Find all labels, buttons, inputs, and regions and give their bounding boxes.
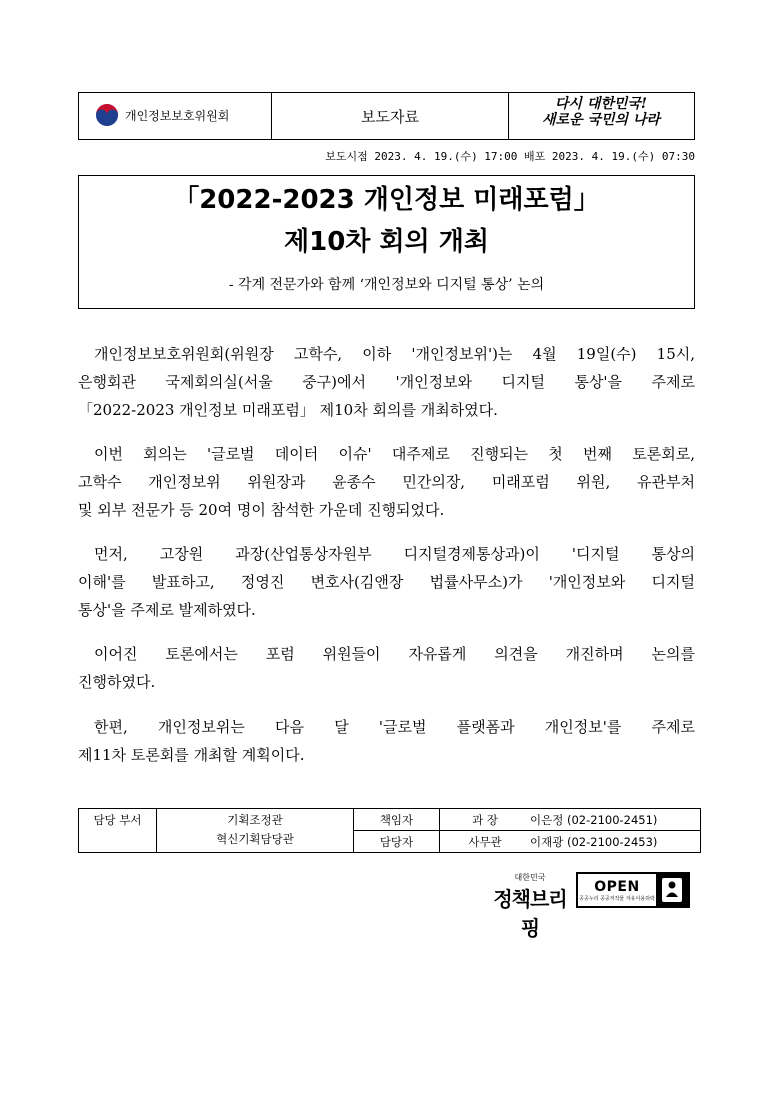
header-divider	[508, 92, 509, 140]
slogan-line: 다시 대한민국!	[554, 96, 648, 112]
briefing-top-text: 대한민국	[514, 873, 546, 882]
paragraph-line: 및 외부 전문가 등 20여 명이 참석한 가운데 진행되었다.	[78, 501, 445, 519]
contact-table	[78, 808, 701, 853]
dept-name: 기획조정관	[227, 813, 283, 827]
paragraph-line: 은행회관 국제회의실(서울 중구)에서 '개인정보와 디지털 통상'을 주제로	[78, 373, 695, 391]
page-title-line2: 제10차 회의 개최	[284, 227, 489, 257]
paragraph-line: 제11차 토론회를 개최할 계획이다.	[78, 746, 305, 764]
paragraph-line: 개인정보보호위원회(위원장 고학수, 이하 '개인정보위')는 4월 19일(수) 15시,	[94, 345, 695, 363]
paragraph-line: 「2022-2023 개인정보 미래포럼」 제10차 회의를 개최하였다.	[78, 401, 498, 419]
page-title: 「2022-2023 개인정보 미래포럼」	[173, 185, 600, 215]
contact-person: 이은정 (02-2100-2451)	[530, 812, 658, 827]
open-word: OPEN	[594, 878, 640, 895]
dept-subname: 혁신기획담당관	[216, 832, 294, 846]
release-info: 보도시점 2023. 4. 19.(수) 17:00 배포 2023. 4. 19.(수) 07:30	[325, 150, 695, 163]
paragraph-line: 통상'을 주제로 발제하였다.	[78, 601, 256, 619]
contact-person: 이재광 (02-2100-2453)	[530, 834, 658, 849]
paragraph-line: 진행하였다.	[78, 673, 156, 691]
org-logo	[95, 101, 265, 129]
page-subtitle: - 각계 전문가와 함께 ‘개인정보와 디지털 통상’ 논의	[228, 277, 545, 293]
document-type-label: 보도자료	[361, 107, 419, 126]
taegeuk-icon	[95, 103, 119, 127]
policy-briefing-logo	[490, 872, 570, 940]
slogan-line: 새로운 국민의 나라	[542, 112, 660, 128]
attribution-icon	[661, 877, 683, 903]
kogl-open-badge	[576, 872, 690, 908]
paragraph-line: 먼저, 고장원 과장(산업통상자원부 디지털경제통상과)이 '디지털 통상의	[94, 545, 695, 563]
paragraph-line: 한편, 개인정보위는 다음 달 '글로벌 플랫폼과 개인정보'를 주제로	[94, 718, 695, 736]
briefing-main-text: 정책브리핑	[493, 887, 567, 940]
paragraph-line: 이해'를 발표하고, 정영진 변호사(김앤장 법률사무소)가 '개인정보와 디지털	[78, 573, 695, 591]
org-name: 개인정보보호위원회	[125, 108, 230, 123]
contact-role: 책임자	[379, 812, 414, 827]
contact-title: 사무관	[468, 834, 502, 849]
paragraph-line: 이번 회의는 '글로벌 데이터 이슈' 대주제로 진행되는 첫 번째 토론회로,	[94, 445, 695, 463]
contact-title: 과 장	[472, 812, 498, 827]
slogan	[512, 96, 690, 136]
open-subtext: 공공누리 공공저작물 자유이용허락	[579, 895, 655, 902]
paragraph-line: 고학수 개인정보위 위원장과 윤종수 민간의장, 미래포럼 위원, 유관부처	[78, 473, 695, 491]
contact-role: 담당자	[379, 834, 414, 849]
paragraph-line: 이어진 토론에서는 포럼 위원들이 자유롭게 의견을 개진하며 논의를	[94, 645, 695, 663]
dept-label: 담당 부서	[93, 813, 142, 827]
